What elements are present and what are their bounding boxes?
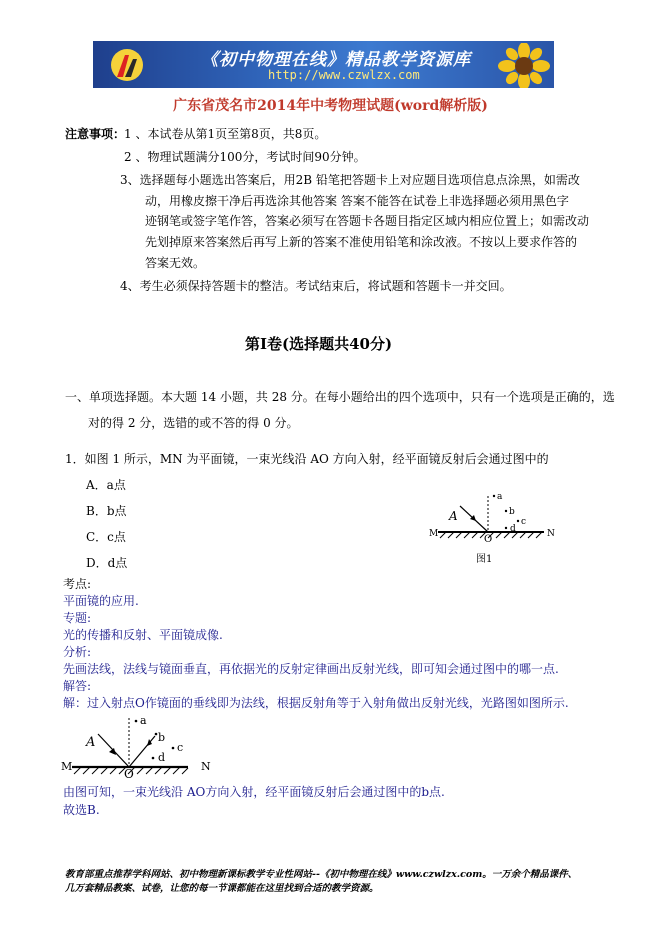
- note-item: 1 、本试卷从第1页至第8页，共8页。: [124, 127, 327, 141]
- conclusion-text: 由图可知，一束光线沿 AO方向入射，经平面镜反射后会通过图中的b点.: [63, 785, 445, 799]
- label-N: N: [547, 529, 555, 539]
- ans-label-A: A: [86, 735, 96, 750]
- label-M: M: [429, 529, 439, 539]
- answer-text: 故选B.: [63, 803, 100, 817]
- option-d: D．d点: [86, 556, 128, 570]
- answer-diagram: [58, 712, 218, 780]
- jieda-label: 解答:: [63, 679, 92, 693]
- part-intro-line: 一、单项选择题。本大题 14 小题，共 28 分。在每小题给出的四个选项中，只有一个选项是正确的，选: [65, 390, 615, 404]
- fenxi-label: 分析:: [63, 645, 92, 659]
- note-item: 3、选择题每小题选出答案后，用2B 铅笔把答题卡上对应题目选项信息点涂黑，如需改: [120, 173, 580, 187]
- note-item: 答案无效。: [145, 256, 206, 270]
- notes-label: 注意事项：: [65, 127, 126, 141]
- zhuanti-label: 专题:: [63, 611, 92, 625]
- note-item: 2 、物理试题满分100分，考试时间90分钟。: [124, 150, 366, 164]
- document-title: 广东省茂名市2014年中考物理试题(word解析版): [173, 98, 488, 114]
- site-logo-icon: [107, 47, 147, 83]
- ans-label-b: b: [158, 731, 166, 744]
- label-b: b: [509, 507, 515, 517]
- ans-label-d: d: [158, 751, 166, 764]
- header-banner: [93, 41, 554, 88]
- ans-label-M: M: [61, 760, 73, 773]
- question-stem: 1．如图 1 所示，MN 为平面镜，一束光线沿 AO 方向入射，经平面镜反射后会通过图中的: [65, 452, 549, 466]
- sunflower-icon: [495, 43, 553, 88]
- note-item: 迹钢笔或签字笔作答，答案必须写在答题卡各题目指定区域内相应位置上；如需改动: [145, 214, 590, 228]
- option-b: B．b点: [86, 504, 127, 518]
- option-a: A．a点: [86, 478, 126, 492]
- footer-line: 教育部重点推荐学科网站、初中物理新课标教学专业性网站--《初中物理在线》www.czwlzx.com。一万余个精品课件、: [65, 869, 578, 880]
- figure-1-diagram: [426, 486, 562, 548]
- banner-url: http://www.czwlzx.com: [268, 68, 420, 82]
- banner-title: 《初中物理在线》精品教学资源库: [201, 50, 471, 70]
- kaodian-text: 平面镜的应用.: [63, 594, 139, 608]
- ans-label-a: a: [140, 714, 147, 727]
- footer-line: 几万套精品教案、试卷，让您的每一节课都能在这里找到合适的教学资源。: [65, 883, 379, 894]
- part-intro-line: 对的得 2 分，选错的或不答的得 0 分。: [88, 416, 299, 430]
- label-c: c: [521, 517, 527, 527]
- label-A: A: [449, 509, 458, 523]
- kaodian-label: 考点:: [63, 577, 92, 591]
- section-title: 第Ⅰ卷(选择题共40分): [245, 335, 393, 353]
- zhuanti-text: 光的传播和反射、平面镜成像.: [63, 628, 223, 642]
- note-item: 先划掉原来答案然后再写上新的答案不准使用铅笔和涂改液。不按以上要求作答的: [145, 235, 578, 249]
- note-item: 动，用橡皮擦干净后再选涂其他答案 答案不能答在试卷上非选择题必须用黑色字: [145, 194, 569, 208]
- ans-label-O: O: [124, 767, 134, 780]
- jie-text: 解：过入射点O作镜面的垂线即为法线，根据反射角等于入射角做出反射光线，光路图如图所示.: [63, 696, 569, 710]
- note-item: 4、考生必须保持答题卡的整洁。考试结束后，将试题和答题卡一并交回。: [120, 279, 512, 293]
- ans-label-N: N: [201, 760, 211, 773]
- label-a: a: [497, 492, 503, 502]
- label-O: O: [484, 534, 493, 545]
- fenxi-text: 先画法线，法线与镜面垂直，再依据光的反射定律画出反射光线，即可知会通过图中的哪一点.: [63, 662, 559, 676]
- ans-label-c: c: [177, 741, 184, 754]
- label-d: d: [510, 524, 516, 534]
- figure-1-caption: 图1: [476, 554, 493, 565]
- option-c: C．c点: [86, 530, 126, 544]
